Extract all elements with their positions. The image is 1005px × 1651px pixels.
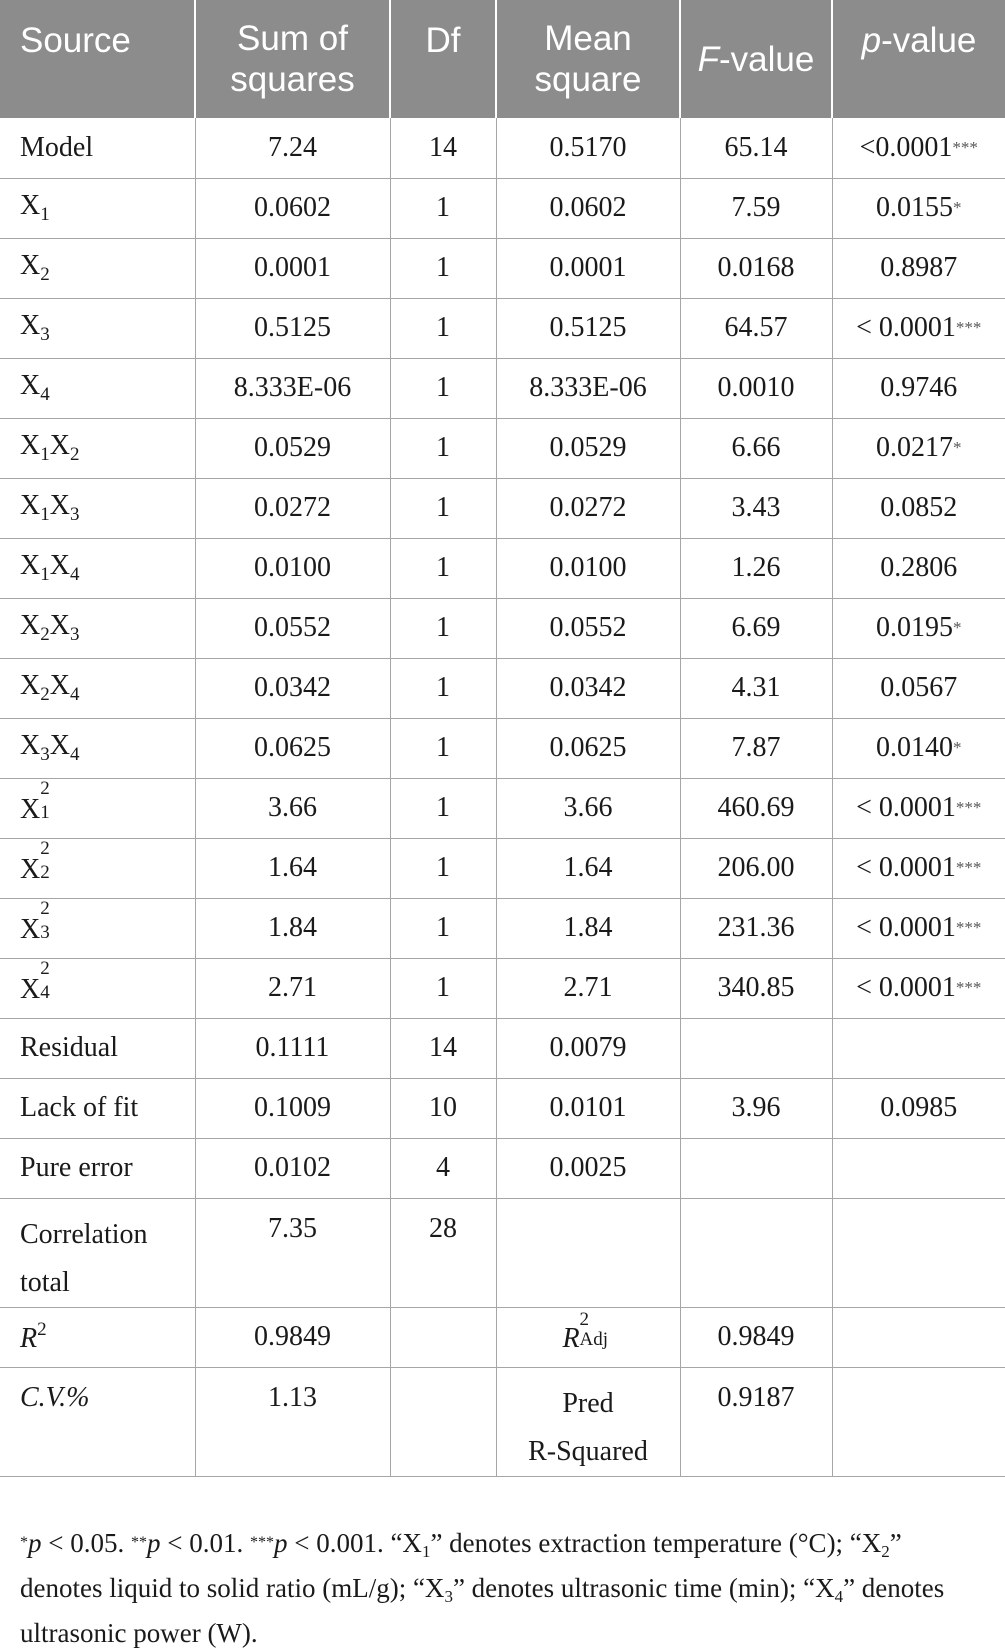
table-row xyxy=(0,538,1005,598)
df-cell: 1 xyxy=(390,718,496,778)
row-correlation-total xyxy=(0,1198,1005,1307)
significance-stars: * xyxy=(953,198,962,217)
source-label-2: X xyxy=(49,550,70,581)
source-label: X xyxy=(20,550,41,581)
f-value-cell: 3.43 xyxy=(680,478,832,538)
sum-of-squares-cell: 0.1111 xyxy=(195,1018,390,1078)
source-label: X xyxy=(20,914,41,945)
sum-of-squares-cell: 0.9849 xyxy=(195,1307,390,1367)
f-value-cell: 64.57 xyxy=(680,298,832,358)
subscript-2: 4 xyxy=(69,744,80,765)
source-label: X xyxy=(20,310,41,341)
subscript-2: 3 xyxy=(69,624,80,645)
mean-square-cell: 0.5170 xyxy=(496,118,680,178)
adj-script: 2 Adj xyxy=(579,1309,609,1350)
significance-stars: *** xyxy=(955,858,982,877)
mean-square-cell: 3.66 xyxy=(496,778,680,838)
p-value-text: 0.0155 xyxy=(876,192,953,223)
df-cell: 14 xyxy=(390,118,496,178)
mean-square-cell: 0.0272 xyxy=(496,478,680,538)
row-r-squared xyxy=(0,1307,1005,1367)
f-value-cell: 206.00 xyxy=(680,838,832,898)
p-value-text: 0.0195 xyxy=(876,612,953,643)
source-label-2: X xyxy=(49,430,70,461)
table-row xyxy=(0,1018,1005,1078)
p-value-cell xyxy=(832,298,1005,358)
f-value-cell: 4.31 xyxy=(680,658,832,718)
mean-square-cell: 0.0079 xyxy=(496,1018,680,1078)
df-cell: 14 xyxy=(390,1018,496,1078)
f-value-cell xyxy=(680,1138,832,1198)
significance-stars: *** xyxy=(955,318,982,337)
df-cell: 1 xyxy=(390,178,496,238)
p-value-cell xyxy=(832,598,1005,658)
f-value-cell xyxy=(680,1198,832,1307)
p-value-cell xyxy=(832,178,1005,238)
f-value-cell: 7.59 xyxy=(680,178,832,238)
table-row xyxy=(0,238,1005,298)
source-cell xyxy=(0,418,195,478)
f-value-cell: 3.96 xyxy=(680,1078,832,1138)
f-value-cell xyxy=(680,1018,832,1078)
significance-stars: *** xyxy=(955,798,982,817)
df-cell: 1 xyxy=(390,838,496,898)
sum-of-squares-cell: 0.0529 xyxy=(195,418,390,478)
subscript: 3 xyxy=(40,922,50,943)
source-label-2: X xyxy=(49,670,70,701)
p-value-text: 0.8987 xyxy=(880,252,958,283)
significance-stars: *** xyxy=(955,918,982,937)
subscript-2: 3 xyxy=(69,504,80,525)
p-value-cell xyxy=(832,718,1005,778)
table-row xyxy=(0,118,1005,178)
superscript: 2 xyxy=(40,898,50,919)
p-value-cell xyxy=(832,1198,1005,1307)
source-cell xyxy=(0,1018,195,1078)
df-cell: 1 xyxy=(390,898,496,958)
subscript: 4 xyxy=(40,982,50,1003)
table-row xyxy=(0,1078,1005,1138)
df-cell: 1 xyxy=(390,658,496,718)
sum-of-squares-cell: 0.0272 xyxy=(195,478,390,538)
df-cell: 1 xyxy=(390,538,496,598)
script-stack xyxy=(40,898,52,943)
source-cell: C.V.% xyxy=(0,1367,195,1476)
source-cell: $R^2$ xyxy=(0,1307,195,1367)
source-label: X xyxy=(20,854,41,885)
source-cell xyxy=(0,778,195,838)
sum-of-squares-cell: 7.24 xyxy=(195,118,390,178)
source-label: Lack of fit xyxy=(20,1092,139,1123)
subscript-2: 4 xyxy=(69,564,80,585)
p-value-cell xyxy=(832,358,1005,418)
superscript: 2 xyxy=(40,838,50,859)
subscript: 3 xyxy=(40,324,50,345)
f-value-cell: 231.36 xyxy=(680,898,832,958)
subscript: 1 xyxy=(40,564,50,585)
p-value-text: 0.0217 xyxy=(876,432,953,463)
df-cell xyxy=(390,1307,496,1367)
df-cell: 1 xyxy=(390,358,496,418)
header-df: Df xyxy=(390,0,496,118)
p-value-cell xyxy=(832,118,1005,178)
table-row xyxy=(0,718,1005,778)
source-label: Residual xyxy=(20,1032,118,1063)
source-label: X xyxy=(20,670,41,701)
f-value-cell: 460.69 xyxy=(680,778,832,838)
significance-stars: * xyxy=(953,618,962,637)
table-row xyxy=(0,1138,1005,1198)
header-source: Source xyxy=(0,0,195,118)
p-value-cell xyxy=(832,1078,1005,1138)
subscript: 3 xyxy=(40,744,50,765)
table-row xyxy=(0,898,1005,958)
df-cell: 1 xyxy=(390,598,496,658)
source-cell xyxy=(0,718,195,778)
source-cell xyxy=(0,598,195,658)
mean-square-cell: 0.0025 xyxy=(496,1138,680,1198)
f-value-cell: 0.0010 xyxy=(680,358,832,418)
df-cell: 1 xyxy=(390,778,496,838)
header-p-value: p-value xyxy=(832,0,1005,118)
script-stack xyxy=(40,958,52,1003)
p-value-text: 0.0140 xyxy=(876,732,953,763)
table-row xyxy=(0,958,1005,1018)
df-cell: 10 xyxy=(390,1078,496,1138)
sum-of-squares-cell: 0.0100 xyxy=(195,538,390,598)
source-label-2: X xyxy=(49,610,70,641)
table-row xyxy=(0,778,1005,838)
sum-of-squares-cell: 0.1009 xyxy=(195,1078,390,1138)
superscript: 2 xyxy=(40,778,50,799)
mean-square-cell: 8.333E-06 xyxy=(496,358,680,418)
source-cell xyxy=(0,238,195,298)
p-value-cell xyxy=(832,1367,1005,1476)
p-value-text: < 0.0001 xyxy=(856,852,956,883)
significance-stars: * xyxy=(953,738,962,757)
f-value-cell: 6.69 xyxy=(680,598,832,658)
mean-square-cell: 0.5125 xyxy=(496,298,680,358)
df-cell: 1 xyxy=(390,418,496,478)
mean-square-cell: 0.0625 xyxy=(496,718,680,778)
p-value-text: < 0.0001 xyxy=(856,792,956,823)
subscript: 1 xyxy=(40,444,50,465)
p-value-cell xyxy=(832,658,1005,718)
subscript: 1 xyxy=(40,802,50,823)
source-cell xyxy=(0,118,195,178)
header-mean-square: Mean square xyxy=(496,0,680,118)
source-label-2: X xyxy=(49,490,70,521)
mean-square-cell: 0.0101 xyxy=(496,1078,680,1138)
p-value-cell xyxy=(832,898,1005,958)
df-cell: 4 xyxy=(390,1138,496,1198)
p-value-cell xyxy=(832,958,1005,1018)
mean-square-cell xyxy=(496,1198,680,1307)
source-cell xyxy=(0,178,195,238)
p-value-text: 0.2806 xyxy=(880,552,958,583)
sum-of-squares-cell: 1.13 xyxy=(195,1367,390,1476)
df-cell: 1 xyxy=(390,478,496,538)
sum-of-squares-cell: 1.64 xyxy=(195,838,390,898)
mean-square-cell: 0.0001 xyxy=(496,238,680,298)
table-row xyxy=(0,418,1005,478)
subscript: 4 xyxy=(40,384,50,405)
subscript: 1 xyxy=(40,204,50,225)
source-label: X xyxy=(20,730,41,761)
mean-square-cell: 0.0529 xyxy=(496,418,680,478)
subscript: 2 xyxy=(40,624,50,645)
p-value-cell xyxy=(832,418,1005,478)
p-value-text: 0.0852 xyxy=(880,492,958,523)
source-label: Pure error xyxy=(20,1152,133,1183)
sum-of-squares-cell: 2.71 xyxy=(195,958,390,1018)
f-value-cell: 6.66 xyxy=(680,418,832,478)
source-cell xyxy=(0,358,195,418)
row-cv xyxy=(0,1367,1005,1476)
p-value-cell xyxy=(832,538,1005,598)
significance-stars: *** xyxy=(952,137,978,157)
sum-of-squares-cell: 0.5125 xyxy=(195,298,390,358)
table-row xyxy=(0,298,1005,358)
p-value-cell xyxy=(832,478,1005,538)
superscript: 2 xyxy=(40,958,50,979)
p-value-cell xyxy=(832,238,1005,298)
p-value-cell xyxy=(832,778,1005,838)
source-label: X xyxy=(20,490,41,521)
script-stack xyxy=(40,838,52,883)
subscript-2: 4 xyxy=(69,684,80,705)
source-cell xyxy=(0,298,195,358)
sum-of-squares-cell: 0.0625 xyxy=(195,718,390,778)
header-sum-of-squares: Sum of squares xyxy=(195,0,390,118)
source-cell xyxy=(0,1138,195,1198)
table-row xyxy=(0,838,1005,898)
mean-square-cell: 0.0602 xyxy=(496,178,680,238)
mean-square-cell: R 2 Adj xyxy=(496,1307,680,1367)
df-cell: 28 xyxy=(390,1198,496,1307)
script-stack xyxy=(40,778,52,823)
table-row xyxy=(0,658,1005,718)
f-value-cell: 65.14 xyxy=(680,118,832,178)
sum-of-squares-cell: 0.0602 xyxy=(195,178,390,238)
p-value-cell xyxy=(832,1018,1005,1078)
subscript: 2 xyxy=(40,684,50,705)
mean-square-cell: Pred R-Squared xyxy=(496,1367,680,1476)
df-cell: 1 xyxy=(390,958,496,1018)
sum-of-squares-cell: 0.0552 xyxy=(195,598,390,658)
source-label: X xyxy=(20,610,41,641)
p-value-cell xyxy=(832,838,1005,898)
table-row xyxy=(0,358,1005,418)
subscript: 1 xyxy=(40,504,50,525)
p-value-text: < 0.0001 xyxy=(856,312,956,343)
source-cell: Correlation total xyxy=(0,1198,195,1307)
subscript: 2 xyxy=(40,862,50,883)
sum-of-squares-cell: 1.84 xyxy=(195,898,390,958)
p-value-text: < 0.0001 xyxy=(856,912,956,943)
source-label-2: X xyxy=(49,730,70,761)
p-value-text: 0.0567 xyxy=(880,672,958,703)
sum-of-squares-cell: 7.35 xyxy=(195,1198,390,1307)
source-cell xyxy=(0,478,195,538)
f-value-cell: 1.26 xyxy=(680,538,832,598)
significance-stars: * xyxy=(953,438,962,457)
source-label: X xyxy=(20,430,41,461)
table-row xyxy=(0,478,1005,538)
source-cell xyxy=(0,1078,195,1138)
p-value-text: <0.0001 xyxy=(859,131,953,163)
sum-of-squares-cell: 3.66 xyxy=(195,778,390,838)
p-value-text: 0.9746 xyxy=(880,372,958,403)
f-value-cell: 0.9849 xyxy=(680,1307,832,1367)
df-cell: 1 xyxy=(390,298,496,358)
df-cell xyxy=(390,1367,496,1476)
mean-square-cell: 0.0100 xyxy=(496,538,680,598)
table-row xyxy=(0,598,1005,658)
source-cell xyxy=(0,898,195,958)
source-label: X xyxy=(20,250,41,281)
table-row xyxy=(0,178,1005,238)
p-value-text: 0.0985 xyxy=(880,1092,958,1123)
source-cell xyxy=(0,838,195,898)
mean-square-cell: 2.71 xyxy=(496,958,680,1018)
source-label: X xyxy=(20,974,41,1005)
mean-square-cell: 1.84 xyxy=(496,898,680,958)
mean-square-cell: 1.64 xyxy=(496,838,680,898)
table-header xyxy=(0,0,1005,118)
sum-of-squares-cell: 8.333E-06 xyxy=(195,358,390,418)
source-label: X xyxy=(20,794,41,825)
subscript-2: 2 xyxy=(69,444,80,465)
table-body xyxy=(0,118,1005,1476)
f-value-cell: 340.85 xyxy=(680,958,832,1018)
f-value-cell: 0.0168 xyxy=(680,238,832,298)
table-footnote: *p < 0.05. **p < 0.01. ***p < 0.001. “X1” denotes extraction temperature (°C); “X2” denotes liquid to solid ratio (mL/g); “X3” denotes ultrasonic time (min); “X4” denotes ultrasonic power (W). xyxy=(20,1528,945,1648)
df-cell: 1 xyxy=(390,238,496,298)
source-label: Model xyxy=(20,131,94,163)
subscript: 2 xyxy=(40,264,50,285)
p-value-text: < 0.0001 xyxy=(856,972,956,1003)
mean-square-cell: 0.0342 xyxy=(496,658,680,718)
header-f-value: F-value xyxy=(680,0,832,118)
mean-square-cell: 0.0552 xyxy=(496,598,680,658)
p-value-cell xyxy=(832,1307,1005,1367)
f-value-cell: 7.87 xyxy=(680,718,832,778)
p-value-cell xyxy=(832,1138,1005,1198)
source-label: X xyxy=(20,370,41,401)
source-label: X xyxy=(20,190,41,221)
header-row xyxy=(0,0,1005,118)
source-cell xyxy=(0,958,195,1018)
significance-stars: *** xyxy=(955,978,982,997)
f-value-cell: 0.9187 xyxy=(680,1367,832,1476)
source-cell xyxy=(0,538,195,598)
sum-of-squares-cell: 0.0342 xyxy=(195,658,390,718)
source-cell xyxy=(0,658,195,718)
sum-of-squares-cell: 0.0102 xyxy=(195,1138,390,1198)
sum-of-squares-cell: 0.0001 xyxy=(195,238,390,298)
